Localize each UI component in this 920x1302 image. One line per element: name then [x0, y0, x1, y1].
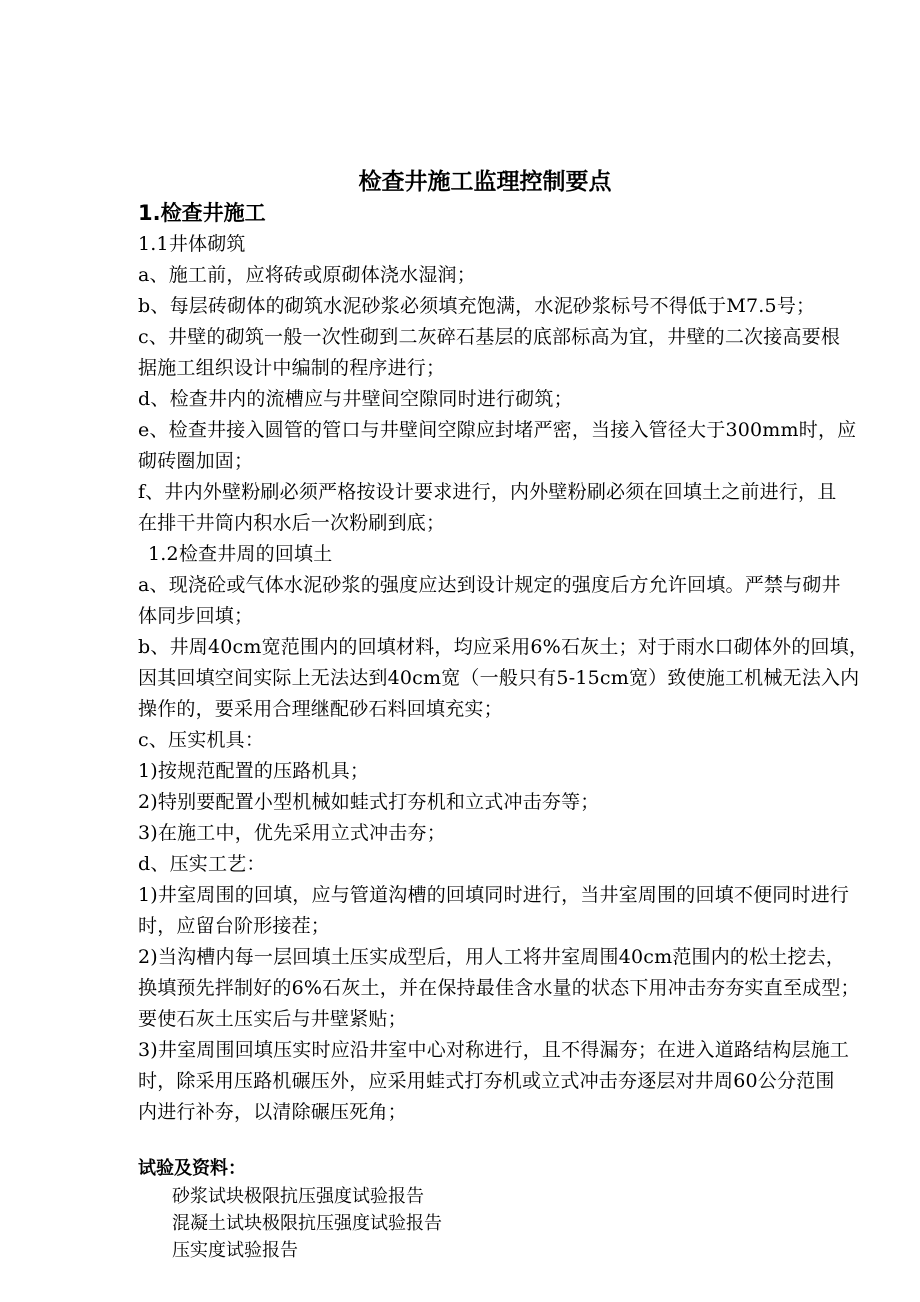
subsection-heading: 1.1井体砌筑	[138, 233, 246, 255]
text-line: 要使石灰土压实后与井壁紧贴；	[138, 1008, 407, 1030]
document-page	[138, 166, 869, 1264]
text-line: d、检查井内的流槽应与井壁间空隙同时进行砌筑；	[138, 388, 573, 410]
text-line: c、井壁的砌筑一般一次性砌到二灰碎石基层的底部标高为宜，井壁的二次接高要根	[138, 326, 841, 348]
text-line: 据施工组织设计中编制的程序进行；	[138, 357, 446, 379]
text-line: c、压实机具：	[138, 729, 265, 751]
subsection-heading: 1.2检查井周的回填土	[148, 543, 333, 565]
text-line: 3)在施工中，优先采用立式冲击夯；	[138, 822, 446, 844]
text-line: 2)特别要配置小型机械如蛙式打夯机和立式冲击夯等；	[138, 791, 600, 813]
test-item: 压实度试验报告	[172, 1240, 298, 1261]
backfill-section	[138, 570, 869, 1128]
text-line: b、每层砖砌体的砌筑水泥砂浆必须填充饱满，水泥砂浆标号不得低于M7.5号；	[138, 295, 816, 317]
test-item: 混凝土试块极限抗压强度试验报告	[172, 1213, 442, 1234]
text-line: 换填预先拌制好的6%石灰土，并在保持最佳含水量的状态下用冲击夯夯实直至成型；	[138, 977, 860, 999]
text-line: 因其回填空间实际上无法达到40cm宽（一般只有5-15cm宽）致使施工机械无法入内	[138, 667, 860, 689]
text-line: 2)当沟槽内每一层回填土压实成型后，用人工将井室周围40cm范围内的松土挖去，	[138, 946, 846, 968]
text-line: 在排干井筒内积水后一次粉刷到底；	[138, 512, 446, 534]
text-line: a、现浇砼或气体水泥砂浆的强度应达到设计规定的强度后方允许回填。严禁与砌井	[138, 574, 841, 596]
text-line: e、检查井接入圆管的管口与井壁间空隙应封堵严密，当接入管径大于300mm时，应	[138, 419, 857, 441]
text-line: 砌砖圈加固；	[138, 450, 254, 472]
section-heading: 1.检查井施工	[138, 201, 266, 225]
text-line: 时，应留台阶形接茬；	[138, 915, 331, 937]
text-line: 操作的，要采用合理继配砂石料回填充实；	[138, 698, 503, 720]
text-line: d、压实工艺：	[138, 853, 266, 875]
text-line: 1)按规范配置的压路机具；	[138, 760, 370, 782]
spacer	[138, 1128, 822, 1155]
text-line: f、井内外壁粉刷必须严格按设计要求进行，内外壁粉刷必须在回填土之前进行，且	[138, 481, 837, 503]
text-line: 内进行补夯，以清除碾压死角；	[138, 1101, 407, 1123]
text-line: 1)井室周围的回填，应与管道沟槽的回填同时进行，当井室周围的回填不便同时进行	[138, 884, 850, 906]
text-line: 体同步回填；	[138, 605, 254, 627]
test-item: 砂浆试块极限抗压强度试验报告	[172, 1186, 424, 1207]
text-line: 时，除采用压路机碾压外，应采用蛙式打夯机或立式冲击夯逐层对井周60公分范围	[138, 1070, 835, 1092]
masonry-section	[138, 260, 857, 539]
text-line: b、井周40cm宽范围内的回填材料，均应采用6%石灰土；对于雨水口砌体外的回填，	[138, 636, 869, 658]
document-title: 检查井施工监理控制要点	[358, 169, 612, 195]
text-line: 3)井室周围回填压实时应沿井室中心对称进行，且不得漏夯；在进入道路结构层施工	[138, 1039, 850, 1061]
tests-heading: 试验及资料：	[138, 1158, 246, 1179]
text-line: a、施工前，应将砖或原砌体浇水湿润；	[138, 264, 476, 286]
